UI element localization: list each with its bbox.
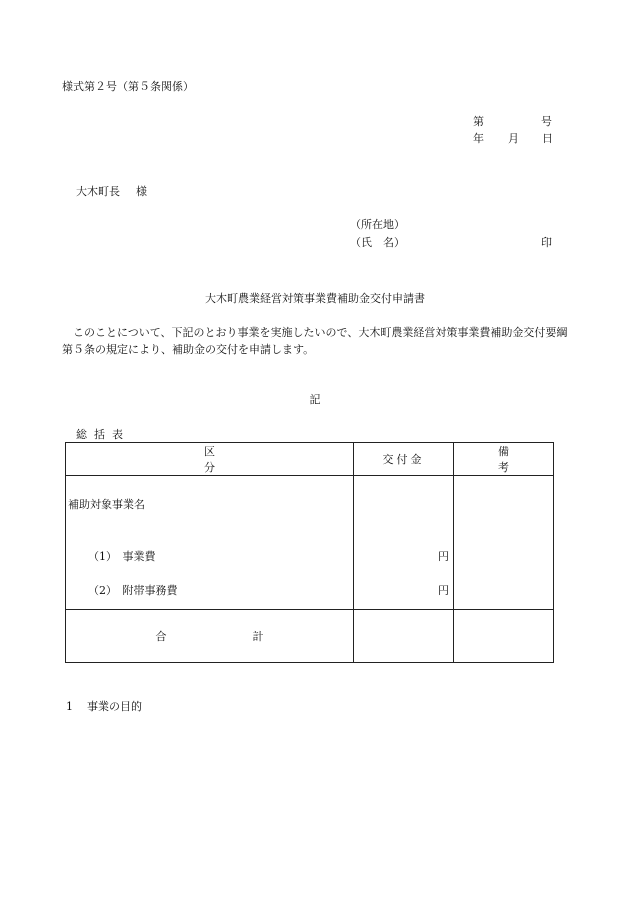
column-header-grant: 交付金 (354, 443, 454, 476)
category-cell (66, 476, 354, 610)
applicant-name-label: （氏 名） (350, 236, 405, 249)
document-title: 大木町農業経営対策事業費補助金交付申請書 (205, 292, 425, 305)
item-label: 附帯事務費 (122, 584, 178, 597)
total-row (66, 610, 554, 663)
ki-heading: 記 (309, 393, 321, 406)
seal-mark: 印 (541, 236, 552, 249)
total-remarks-cell (454, 610, 554, 663)
addressee (76, 185, 147, 199)
item-label: 事業費 (122, 550, 156, 563)
remarks-cell (454, 476, 554, 610)
item-number: （1） (88, 550, 112, 563)
date-month-label: 月 (508, 132, 519, 145)
table-header-row (66, 443, 554, 476)
date-year-label: 年 (473, 132, 484, 145)
date-day-label: 日 (542, 132, 553, 145)
addressee-honorific: 様 (136, 185, 147, 198)
section-heading (66, 700, 142, 714)
form-number: 様式第２号（第５条関係） (62, 80, 194, 93)
doc-number-label-prefix: 第 (473, 115, 484, 128)
summary-table (65, 442, 553, 663)
grant-amount-cell (354, 476, 454, 610)
section-title: 事業の目的 (87, 700, 142, 713)
yen-unit: 円 (438, 584, 449, 597)
item-project-cost (88, 550, 156, 564)
addressee-name: 大木町長 (76, 185, 120, 198)
total-amount-cell (354, 610, 454, 663)
yen-unit: 円 (438, 550, 449, 563)
section-number: 1 (66, 700, 73, 713)
table-body-row (66, 476, 554, 610)
item-admin-cost (88, 584, 178, 598)
column-header-category: 区分 (66, 443, 354, 476)
project-name-label: 補助対象事業名 (68, 498, 145, 511)
applicant-address-label: （所在地） (350, 218, 405, 231)
body-paragraph: このことについて、下記のとおり事業を実施したいので、大木町農業経営対策事業費補助金交付要綱第５条の規定により、補助金の交付を申請します。 (62, 326, 568, 356)
total-label: 合計 (66, 610, 354, 663)
column-header-remarks: 備考 (454, 443, 554, 476)
item-number: （2） (88, 584, 112, 597)
summary-table-label: 総括表 (76, 428, 130, 441)
doc-number-label-suffix: 号 (541, 115, 552, 128)
